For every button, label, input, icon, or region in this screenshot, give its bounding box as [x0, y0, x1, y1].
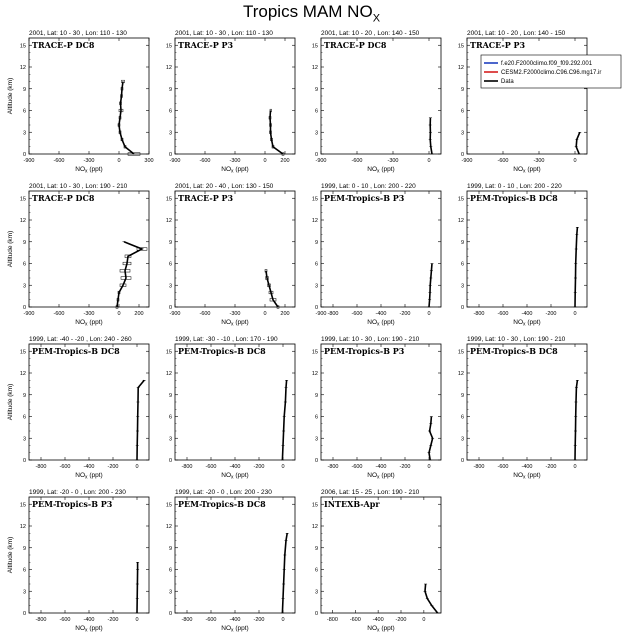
y-tick-label: 9 — [22, 545, 26, 552]
plot-frame — [321, 38, 441, 154]
x-axis-label: $NO_x$ (ppt) — [221, 319, 249, 328]
x-tick-label: -800 — [181, 464, 193, 470]
campaign-label: INTEXB-Apr — [324, 499, 380, 509]
x-tick-label: -800 — [327, 464, 339, 470]
y-tick-label: 6 — [168, 567, 172, 574]
y-tick-label: 6 — [314, 108, 318, 115]
y-tick-label: 9 — [460, 239, 464, 246]
x-tick-label: -600 — [205, 617, 217, 623]
campaign-label: PEM-Tropics-B DC8 — [470, 193, 558, 203]
y-tick-label: 6 — [460, 261, 464, 268]
x-tick-label: 200 — [134, 311, 144, 317]
x-tick-label: -200 — [253, 464, 265, 470]
y-tick-label: 12 — [19, 524, 26, 530]
x-tick-label: -600 — [199, 311, 211, 317]
y-tick-label: 0 — [168, 458, 172, 464]
y-tick-label: 12 — [457, 218, 464, 224]
y-tick-label: 6 — [168, 261, 172, 268]
x-tick-label: -400 — [83, 464, 95, 470]
y-tick-label: 0 — [314, 458, 318, 464]
x-tick-label: 300 — [144, 158, 154, 164]
y-tick-label: 3 — [22, 436, 26, 443]
x-tick-label: -600 — [497, 311, 509, 317]
plot-frame — [175, 191, 295, 307]
y-tick-label: 3 — [314, 589, 318, 596]
panel-header: 1999, Lat: 10 - 30 , Lon: 190 - 210 — [321, 336, 420, 343]
data-line — [266, 271, 278, 307]
x-tick-label: -600 — [59, 617, 71, 623]
y-tick-label: 3 — [168, 130, 172, 137]
panel-header: 2001, Lat: 10 - 20 , Lon: 140 - 150 — [467, 30, 566, 37]
y-tick-label: 15 — [19, 196, 26, 203]
y-tick-label: 6 — [314, 261, 318, 268]
data-line — [575, 227, 577, 307]
x-tick-label: 200 — [280, 311, 290, 317]
x-axis-label: $NO_x$ (ppt) — [75, 472, 103, 481]
y-tick-label: 0 — [168, 152, 172, 158]
y-tick-label: 15 — [165, 349, 172, 356]
x-tick-label: 0 — [573, 464, 577, 470]
x-tick-label: -800 — [181, 617, 193, 623]
y-tick-label: 3 — [22, 130, 26, 137]
y-tick-label: 15 — [19, 502, 26, 509]
panel-9 — [7, 336, 149, 481]
y-tick-label: 12 — [19, 218, 26, 224]
y-tick-label: 9 — [22, 86, 26, 93]
x-axis-label: $NO_x$ (ppt) — [367, 319, 395, 328]
panel-header: 1999, Lat: 0 - 10 , Lon: 200 - 220 — [467, 183, 562, 190]
plot-frame — [321, 497, 441, 613]
panel-5 — [7, 183, 149, 328]
x-tick-label: 0 — [573, 311, 577, 317]
y-tick-label: 9 — [168, 86, 172, 93]
y-tick-label: 12 — [19, 371, 26, 377]
campaign-label: PEM-Tropics-B P3 — [32, 499, 113, 509]
y-tick-label: 9 — [314, 545, 318, 552]
y-tick-label: 3 — [314, 130, 318, 137]
x-tick-label: -600 — [497, 464, 509, 470]
y-tick-label: 0 — [22, 152, 26, 158]
x-axis-label: $NO_x$ (ppt) — [75, 625, 103, 634]
x-tick-label: -900 — [169, 311, 181, 317]
plot-frame — [467, 344, 587, 460]
y-tick-label: 6 — [168, 108, 172, 115]
y-tick-label: 6 — [22, 261, 26, 268]
campaign-label: TRACE-P DC8 — [32, 40, 95, 50]
x-tick-label: -600 — [59, 464, 71, 470]
campaign-label: TRACE-P P3 — [178, 193, 234, 203]
x-tick-label: -200 — [399, 464, 411, 470]
panel-header: 1999, Lat: -40 - -20 , Lon: 240 - 260 — [29, 336, 132, 343]
y-axis-label: Altitude (km) — [7, 383, 14, 421]
plot-frame — [29, 497, 149, 613]
campaign-label: TRACE-P P3 — [470, 40, 526, 50]
y-tick-label: 6 — [22, 108, 26, 115]
panel-2 — [166, 30, 295, 175]
x-tick-label: 0 — [135, 617, 139, 623]
y-tick-label: 0 — [168, 611, 172, 617]
x-tick-label: 0 — [281, 617, 285, 623]
x-tick-label: -200 — [253, 617, 265, 623]
y-tick-label: 12 — [311, 524, 318, 530]
y-tick-label: 15 — [165, 502, 172, 509]
legend-label: f.e20.F2000climo.f09_f09.292.001 — [501, 61, 593, 67]
y-tick-label: 0 — [460, 152, 464, 158]
x-tick-label: -600 — [351, 158, 363, 164]
x-tick-label: 0 — [263, 158, 267, 164]
campaign-label: TRACE-P P3 — [178, 40, 234, 50]
y-axis-label: Altitude (km) — [7, 230, 14, 268]
x-tick-label: -900 — [315, 158, 327, 164]
x-tick-label: -400 — [229, 617, 241, 623]
y-tick-label: 3 — [22, 589, 26, 596]
x-tick-label: -600 — [199, 158, 211, 164]
x-tick-label: -300 — [229, 311, 241, 317]
x-tick-label: 0 — [135, 464, 139, 470]
y-tick-label: 3 — [460, 436, 464, 443]
y-tick-label: 0 — [460, 458, 464, 464]
panel-header: 2001, Lat: 10 - 30 , Lon: 110 - 130 — [29, 30, 127, 37]
y-tick-label: 9 — [314, 86, 318, 93]
plot-frame — [29, 191, 149, 307]
x-tick-label: 0 — [117, 311, 121, 317]
x-axis-label: $NO_x$ (ppt) — [513, 166, 541, 175]
x-tick-label: -900 — [461, 158, 473, 164]
x-tick-label: -300 — [83, 311, 95, 317]
campaign-label: PEM-Tropics-B P3 — [324, 193, 405, 203]
x-tick-label: -200 — [107, 464, 119, 470]
x-tick-label: -200 — [399, 311, 411, 317]
plot-frame — [175, 38, 295, 154]
plot-frame — [29, 38, 149, 154]
x-tick-label: -800 — [473, 311, 485, 317]
y-tick-label: 0 — [22, 458, 26, 464]
y-tick-label: 15 — [165, 196, 172, 203]
data-line — [137, 562, 138, 613]
data-line — [137, 380, 144, 460]
x-tick-label: -400 — [229, 464, 241, 470]
x-tick-label: -400 — [83, 617, 95, 623]
y-tick-label: 3 — [314, 436, 318, 443]
y-tick-label: 6 — [314, 414, 318, 421]
y-tick-label: 15 — [311, 349, 318, 356]
x-tick-label: 0 — [573, 158, 577, 164]
y-tick-label: 15 — [457, 43, 464, 50]
y-tick-label: 0 — [168, 305, 172, 311]
legend — [481, 55, 621, 88]
panel-6 — [166, 183, 295, 328]
panel-header: 1999, Lat: -20 - 0 , Lon: 200 - 230 — [175, 489, 272, 496]
y-tick-label: 9 — [460, 86, 464, 93]
x-tick-label: 0 — [263, 311, 267, 317]
panel-1 — [7, 30, 154, 175]
x-tick-label: -200 — [395, 617, 407, 623]
x-axis-label: $NO_x$ (ppt) — [367, 472, 395, 481]
x-tick-label: -600 — [497, 158, 509, 164]
x-tick-label: -400 — [375, 464, 387, 470]
y-tick-label: 15 — [311, 502, 318, 509]
campaign-label: PEM-Tropics-B DC8 — [32, 346, 120, 356]
main-title-text: Tropics MAM NO — [242, 2, 373, 21]
campaign-label: PEM-Tropics-B P3 — [324, 346, 405, 356]
data-line — [282, 380, 286, 460]
panel-15 — [312, 489, 441, 634]
plot-frame — [175, 344, 295, 460]
x-tick-label: -900 — [23, 158, 35, 164]
x-tick-label: -400 — [521, 311, 533, 317]
y-tick-label: 12 — [165, 371, 172, 377]
data-line — [117, 242, 142, 307]
x-axis-label: $NO_x$ (ppt) — [75, 319, 103, 328]
panel-12 — [458, 336, 587, 481]
y-tick-label: 15 — [311, 43, 318, 50]
y-axis-label: Altitude (km) — [7, 536, 14, 574]
plot-frame — [321, 191, 441, 307]
y-tick-label: 15 — [457, 196, 464, 203]
panel-3 — [312, 30, 441, 175]
panel-header: 2006, Lat: 15 - 25 , Lon: 190 - 210 — [321, 489, 420, 496]
y-tick-label: 15 — [165, 43, 172, 50]
y-tick-label: 3 — [168, 589, 172, 596]
panel-header: 1999, Lat: -20 - 0 , Lon: 200 - 230 — [29, 489, 126, 496]
x-tick-label: -400 — [372, 617, 384, 623]
y-tick-label: 9 — [22, 239, 26, 246]
y-tick-label: 6 — [460, 108, 464, 115]
y-tick-label: 9 — [168, 239, 172, 246]
y-tick-label: 12 — [311, 218, 318, 224]
y-tick-label: 9 — [460, 392, 464, 399]
x-tick-label: -900 — [315, 311, 327, 317]
y-tick-label: 0 — [22, 611, 26, 617]
x-tick-label: -300 — [83, 158, 95, 164]
x-tick-label: -600 — [351, 311, 363, 317]
x-tick-label: -900 — [169, 158, 181, 164]
y-tick-label: 6 — [22, 567, 26, 574]
y-tick-label: 9 — [314, 239, 318, 246]
y-tick-label: 15 — [457, 349, 464, 356]
data-line — [430, 118, 432, 154]
panel-header: 2001, Lat: 10 - 30 , Lon: 110 - 130 — [175, 30, 273, 37]
y-tick-label: 12 — [165, 218, 172, 224]
plot-frame — [29, 344, 149, 460]
x-tick-label: 0 — [422, 617, 426, 623]
panel-header: 1999, Lat: -30 - -10 , Lon: 170 - 190 — [175, 336, 278, 343]
x-tick-label: -300 — [387, 158, 399, 164]
campaign-label: PEM-Tropics-B DC8 — [178, 499, 266, 509]
y-tick-label: 6 — [168, 414, 172, 421]
y-tick-label: 0 — [22, 305, 26, 311]
panel-7 — [312, 183, 441, 328]
panel-header: 2001, Lat: 10 - 20 , Lon: 140 - 150 — [321, 30, 420, 37]
x-axis-label: $NO_x$ (ppt) — [513, 319, 541, 328]
panel-10 — [166, 336, 295, 481]
campaign-label: TRACE-P DC8 — [32, 193, 95, 203]
x-tick-label: 0 — [427, 311, 431, 317]
x-tick-label: -200 — [545, 464, 557, 470]
legend-label: CESM2.F2000climo.C96.C96.mg17.ir — [501, 70, 602, 76]
campaign-label: PEM-Tropics-B DC8 — [470, 346, 558, 356]
x-tick-label: -200 — [545, 311, 557, 317]
x-axis-label: $NO_x$ (ppt) — [75, 166, 103, 175]
panel-13 — [7, 489, 149, 634]
y-tick-label: 12 — [165, 65, 172, 71]
y-tick-label: 3 — [314, 283, 318, 290]
y-tick-label: 15 — [19, 43, 26, 50]
panel-header: 1999, Lat: 0 - 10 , Lon: 200 - 220 — [321, 183, 416, 190]
y-tick-label: 0 — [314, 305, 318, 311]
plot-frame — [175, 497, 295, 613]
x-tick-label: -800 — [326, 617, 338, 623]
legend-label: Data — [501, 79, 514, 85]
y-tick-label: 3 — [168, 283, 172, 290]
y-tick-label: 6 — [314, 567, 318, 574]
x-tick-label: -600 — [351, 464, 363, 470]
y-tick-label: 9 — [168, 545, 172, 552]
x-axis-label: $NO_x$ (ppt) — [221, 472, 249, 481]
plot-frame — [467, 191, 587, 307]
data-line — [576, 132, 580, 154]
panel-8 — [458, 183, 587, 328]
data-line — [282, 533, 287, 613]
x-tick-label: -400 — [521, 464, 533, 470]
y-tick-label: 0 — [314, 152, 318, 158]
y-tick-label: 6 — [22, 414, 26, 421]
y-tick-label: 3 — [460, 130, 464, 137]
y-tick-label: 9 — [314, 392, 318, 399]
x-tick-label: 0 — [281, 464, 285, 470]
y-axis-label: Altitude (km) — [7, 77, 14, 115]
x-tick-label: -300 — [229, 158, 241, 164]
panel-11 — [312, 336, 441, 481]
x-tick-label: -900 — [23, 311, 35, 317]
y-tick-label: 12 — [19, 65, 26, 71]
x-tick-label: 200 — [280, 158, 290, 164]
x-tick-label: -400 — [375, 311, 387, 317]
data-line — [575, 380, 577, 460]
y-tick-label: 3 — [460, 283, 464, 290]
y-tick-label: 12 — [165, 524, 172, 530]
y-tick-label: 15 — [311, 196, 318, 203]
campaign-label: TRACE-P DC8 — [324, 40, 387, 50]
y-tick-label: 9 — [168, 392, 172, 399]
x-tick-label: -800 — [35, 464, 47, 470]
panel-14 — [166, 489, 295, 634]
y-tick-label: 3 — [22, 283, 26, 290]
y-tick-label: 9 — [22, 392, 26, 399]
x-axis-label: $NO_x$ (ppt) — [367, 625, 395, 634]
x-tick-label: -600 — [349, 617, 361, 623]
panel-header: 1999, Lat: 10 - 30 , Lon: 190 - 210 — [467, 336, 566, 343]
y-tick-label: 12 — [457, 371, 464, 377]
panel-4 — [458, 30, 621, 175]
x-tick-label: 0 — [427, 464, 431, 470]
x-axis-label: $NO_x$ (ppt) — [367, 166, 395, 175]
x-axis-label: $NO_x$ (ppt) — [221, 166, 249, 175]
main-title-subscript: X — [372, 12, 381, 25]
x-axis-label: $NO_x$ (ppt) — [221, 625, 249, 634]
panel-header: 2001, Lat: 20 - 40 , Lon: 130 - 150 — [175, 183, 274, 190]
y-tick-label: 15 — [19, 349, 26, 356]
y-tick-label: 12 — [311, 371, 318, 377]
x-tick-label: 0 — [117, 158, 121, 164]
x-tick-label: -300 — [533, 158, 545, 164]
campaign-label: PEM-Tropics-B DC8 — [178, 346, 266, 356]
y-tick-label: 3 — [168, 436, 172, 443]
x-tick-label: -600 — [205, 464, 217, 470]
y-tick-label: 12 — [311, 65, 318, 71]
x-tick-label: -600 — [53, 158, 65, 164]
x-tick-label: -800 — [473, 464, 485, 470]
x-tick-label: 0 — [427, 158, 431, 164]
x-tick-label: -200 — [107, 617, 119, 623]
y-tick-label: 0 — [314, 611, 318, 617]
plot-frame — [321, 344, 441, 460]
x-tick-label: -600 — [53, 311, 65, 317]
x-axis-label: $NO_x$ (ppt) — [513, 472, 541, 481]
x-tick-label: -800 — [327, 311, 339, 317]
y-tick-label: 6 — [460, 414, 464, 421]
y-tick-label: 0 — [460, 305, 464, 311]
panel-header: 2001, Lat: 10 - 30 , Lon: 190 - 210 — [29, 183, 128, 190]
y-tick-label: 12 — [457, 65, 464, 71]
x-tick-label: -800 — [35, 617, 47, 623]
